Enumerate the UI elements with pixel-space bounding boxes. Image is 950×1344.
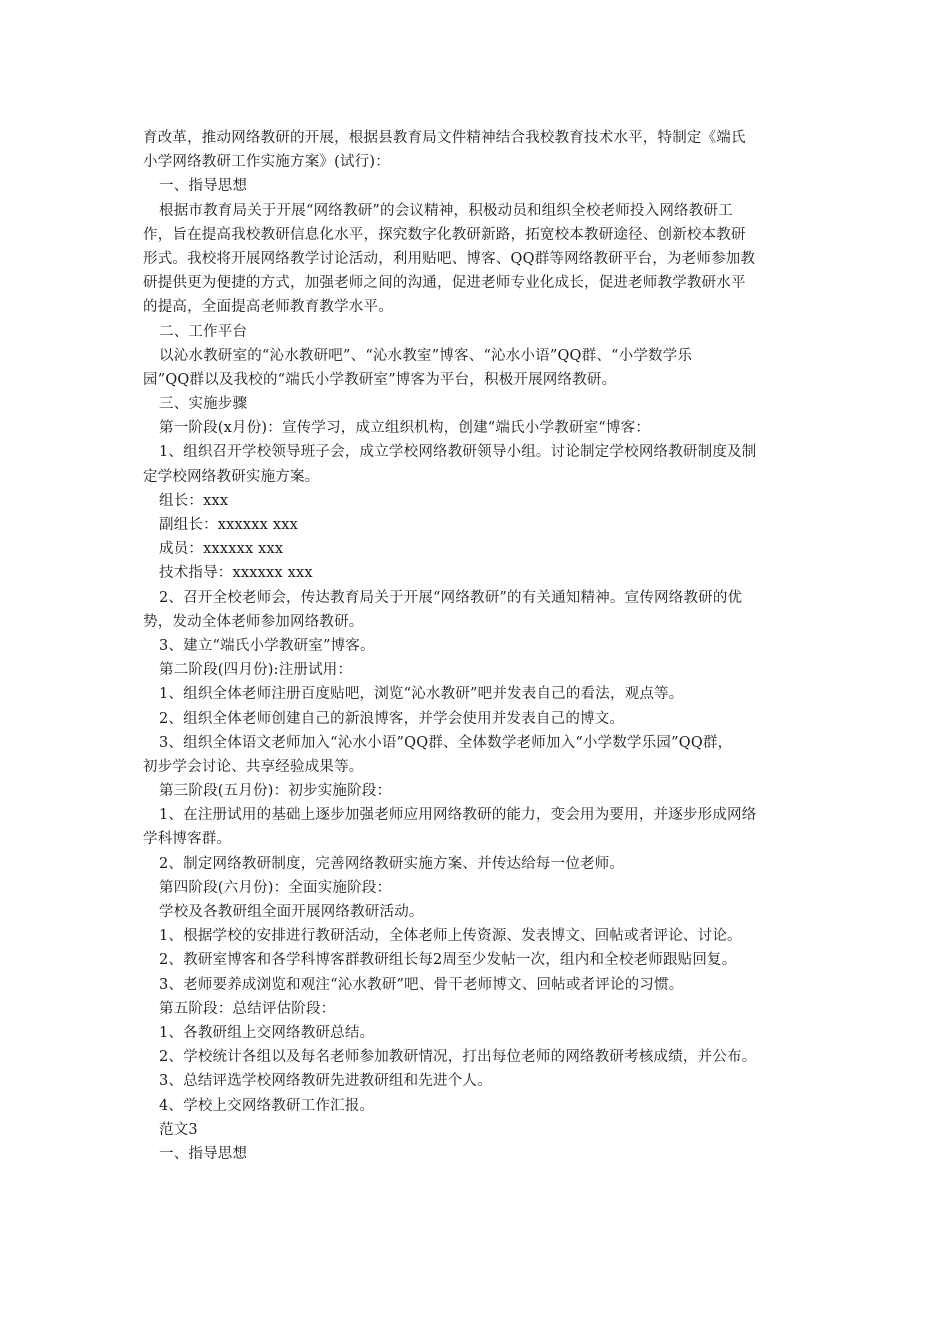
text-line: 2、学校统计各组以及每名老师参加教研情况，打出每位老师的网络教研考核成绩，并公布。 (159, 1049, 757, 1066)
text-line: 1、各教研组上交网络教研总结。 (159, 1024, 375, 1041)
text-line: 学科博客群。 (143, 831, 232, 848)
text-line: 第一阶段(x月份)：宣传学习，成立组织机构，创建“端氏小学教研室“博客： (159, 420, 651, 437)
text-line: 第四阶段(六月份)：全面实施阶段： (159, 879, 392, 896)
text-line: 第三阶段(五月份)：初步实施阶段： (159, 783, 392, 800)
text-line: 势，发动全体老师参加网络教研。 (143, 613, 364, 630)
text-line: 1、组织全体老师注册百度贴吧，浏览“沁水教研”吧并发表自己的看法，观点等。 (159, 686, 684, 703)
text-line: 根据市教育局关于开展“网络教研”的会议精神，积极动员和组织全校老师投入网络教研工 (159, 202, 733, 219)
text-line: 组长：xxx (159, 492, 229, 509)
text-line: 3、组织全体语文老师加入“沁水小语”QQ群、全体数学老师加入“小学数学乐园”QQ群， (159, 734, 733, 751)
text-line: 技术指导：xxxxxx xxx (159, 565, 313, 582)
text-line: 1、根据学校的安排进行教研活动，全体老师上传资源、发表博文、回帖或者评论、讨论。 (159, 928, 742, 945)
text-line: 一、指导思想 (159, 178, 248, 195)
text-line: 第二阶段(四月份):注册试用： (159, 662, 353, 679)
document-page (143, 126, 813, 1166)
text-line: 育改革，推动网络教研的开展，根据县教育局文件精神结合我校教育技术水平，特制定《端氏 (143, 130, 746, 146)
text-line: 初步学会讨论、共享经验成果等。 (143, 758, 364, 775)
text-line: 2、制定网络教研制度，完善网络教研实施方案、并传达给每一位老师。 (159, 855, 625, 872)
text-line: 三、实施步骤 (159, 396, 248, 413)
text-line: 第五阶段：总结评估阶段： (159, 1000, 336, 1017)
text-line: 二、工作平台 (159, 323, 248, 340)
text-line: 一、指导思想 (159, 1145, 248, 1162)
text-line: 3、建立“端氏小学教研室”博客。 (159, 637, 375, 654)
text-line: 的提高，全面提高老师教育教学水平。 (143, 299, 393, 316)
text-line: 3、总结评选学校网络教研先进教研组和先进个人。 (159, 1073, 492, 1090)
text-line: 以沁水教研室的“沁水教研吧”、“沁水教室”博客、“沁水小语”QQ群、“小学数学乐 (159, 347, 693, 364)
text-line: 2、组织全体老师创建自己的新浪博客，并学会使用并发表自己的博文。 (159, 710, 625, 727)
text-line: 成员：xxxxxx xxx (159, 541, 284, 558)
text-line: 定学校网络教研实施方案。 (143, 468, 320, 485)
text-line: 2、召开全校老师会，传达教育局关于开展“网络教研”的有关通知精神。宣传网络教研的优 (159, 589, 743, 606)
text-line: 小学网络教研工作实施方案》(试行)： (143, 154, 390, 171)
text-line: 范文3 (159, 1121, 198, 1138)
text-line: 2、教研室博客和各学科博客群教研组长每2周至少发帖一次，组内和全校老师跟贴回复。 (159, 952, 737, 969)
text-line: 3、老师要养成浏览和观注“沁水教研”吧、骨干老师博文、回帖或者评论的习惯。 (159, 976, 684, 993)
text-line: 作，旨在提高我校教研信息化水平，探究数字化教研新路，拓宽校本教研途径、创新校本教研 (143, 226, 746, 243)
text-line: 4、学校上交网络教研工作汇报。 (159, 1097, 375, 1114)
text-line: 学校及各教研组全面开展网络教研活动。 (159, 904, 424, 920)
text-line: 1、组织召开学校领导班子会，成立学校网络教研领导小组。讨论制定学校网络教研制度及制 (159, 444, 757, 461)
text-line: 研提供更为便捷的方式，加强老师之间的沟通，促进老师专业化成长，促进老师教学教研水平 (143, 275, 746, 292)
text-line: 副组长：xxxxxx xxx (159, 517, 299, 533)
text-line: 1、在注册试用的基础上逐步加强老师应用网络教研的能力，变会用为要用，并逐步形成网络 (159, 807, 757, 824)
text-line: 形式。我校将开展网络教学讨论活动，利用贴吧、博客、QQ群等网络教研平台，为老师参加教 (143, 250, 756, 267)
text-line: 园”QQ群以及我校的“端氏小学教研室”博客为平台，积极开展网络教研。 (143, 371, 617, 388)
